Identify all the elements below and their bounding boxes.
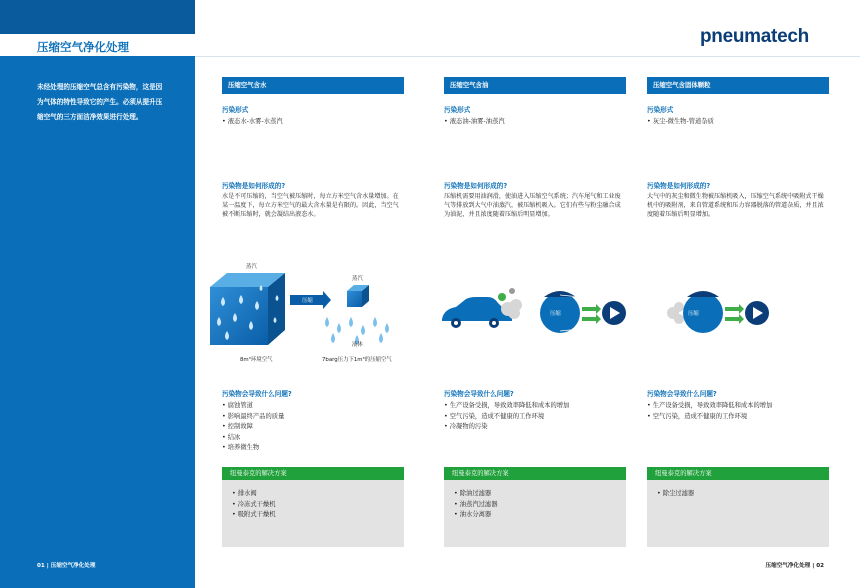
sidebar-top-band — [0, 0, 195, 34]
cause-title: 污染物是如何形成的? — [444, 181, 508, 190]
green-gear-icon — [498, 293, 506, 301]
liquid-label: 液体 — [352, 342, 363, 348]
problem-title: 污染物会导致什么问题? — [647, 390, 717, 398]
solution-box-particles — [647, 467, 829, 547]
problem-title: 污染物会导致什么问题? — [444, 390, 514, 398]
steam-label-2: 蒸汽 — [352, 276, 363, 282]
compressor-label-3: 压缩 — [688, 311, 699, 317]
column-header: 压缩空气含水 — [222, 77, 404, 94]
intro-text: 未经处理的压缩空气总含有污染物，这是因为气体的特性导致它的产生。必须从提升压缩空气的三方面洁净效果进行处理。 — [37, 83, 163, 121]
outlet-filter-icon — [602, 301, 626, 325]
column-header: 压缩空气含油 — [444, 77, 626, 94]
solution-item: • 除油过滤器 — [454, 489, 626, 500]
column-particles — [647, 77, 829, 220]
pneumatech-logo: pneumatech — [700, 26, 809, 47]
page-title: 压缩空气净化处理 — [37, 40, 129, 54]
steam-label-1: 蒸汽 — [246, 264, 257, 270]
problem-item: • 结冰 — [222, 433, 404, 444]
cube-caption-2: 7barg压力下1m³的压缩空气 — [322, 357, 392, 363]
grey-gear-icon — [509, 288, 515, 294]
form-item: • 灰尘-微生物-管道杂质 — [647, 117, 829, 128]
solution-header: 纽曼泰克的解决方案 — [444, 467, 626, 480]
problem-item: • 影响最终产品的质量 — [222, 412, 404, 423]
problem-item: • 空气污染，造成不健康的工作环境 — [647, 412, 829, 423]
form-title: 污染形式 — [444, 106, 471, 114]
footer-left: 01 | 压缩空气净化处理 — [37, 563, 96, 569]
column-oil — [444, 77, 626, 220]
problem-item: • 控制故障 — [222, 422, 404, 433]
solution-item: • 吸附式干燥机 — [232, 510, 404, 521]
problem-item: • 生产设备受损，导致效率降低和成本的增加 — [647, 401, 829, 412]
form-item: • 液态水-水雾-水蒸汽 — [222, 117, 404, 128]
cause-text: 压缩机需要用油润滑，使油进入压缩空气系统；汽车尾气和工业废气等排放到大气中油蒸汽，被压缩机吸入。它们有些与粉尘融合成为油泥，并且浓度随着压缩后明显增加。 — [444, 192, 621, 219]
cube-caption-1: 8m³环境空气 — [240, 357, 273, 363]
flow-arrows — [725, 304, 744, 324]
problem-item: • 冷凝物的污染 — [444, 422, 626, 433]
large-cube-front — [210, 287, 268, 345]
solution-header: 纽曼泰克的解决方案 — [647, 467, 829, 480]
problem-item: • 腐蚀管道 — [222, 401, 404, 412]
cause-title: 污染物是如何形成的? — [647, 181, 711, 190]
form-item: • 液态油-油雾-油蒸汽 — [444, 117, 626, 128]
form-title: 污染形式 — [647, 106, 674, 114]
solution-box-oil — [444, 467, 626, 547]
column-oil-problems — [444, 388, 626, 433]
problem-title: 污染物会导致什么问题? — [222, 390, 292, 398]
dust-cloud-icon — [667, 302, 684, 324]
column-water — [222, 77, 404, 220]
solution-item: • 冷冻式干燥机 — [232, 500, 404, 511]
solution-item: • 除尘过滤器 — [657, 489, 829, 500]
column-header: 压缩空气含固体颗粒 — [647, 77, 829, 94]
water-compression-illustration — [205, 265, 405, 365]
problem-item: • 生产设备受损，导致效率降低和成本的增加 — [444, 401, 626, 412]
footer-right: 压缩空气净化处理 | 02 — [765, 563, 824, 569]
solution-box-water — [222, 467, 404, 547]
form-title: 污染形式 — [222, 106, 249, 114]
problem-item: • 培养微生物 — [222, 443, 404, 454]
solution-item: • 油蒸汽过滤器 — [454, 500, 626, 511]
compressor-label-2: 压缩 — [550, 311, 561, 317]
solution-item: • 排水阀 — [232, 489, 404, 500]
outlet-filter-icon — [745, 301, 769, 325]
compress-label: 压缩 — [302, 298, 313, 304]
cause-title: 污染物是如何形成的? — [222, 181, 286, 190]
solution-header: 纽曼泰克的解决方案 — [222, 467, 404, 480]
flow-arrows — [582, 304, 601, 324]
column-water-problems — [222, 388, 404, 454]
column-particles-problems — [647, 388, 829, 422]
small-cube-front — [347, 291, 362, 307]
problem-item: • 空气污染，造成不健康的工作环境 — [444, 412, 626, 423]
solution-item: • 油水分离器 — [454, 510, 626, 521]
car-icon — [442, 297, 512, 328]
oil-intake-illustration — [440, 283, 630, 347]
cause-text: 水是不可压缩的，当空气被压缩时，每立方米空气含水量增加。在某一温度下，每立方米空气的最大含水量是有限的。因此，当空气被不断压缩时，就会凝结出液态水。 — [222, 192, 399, 219]
cause-text: 大气中的灰尘和微生物被压缩机吸入，压缩空气系统中吸附式干燥机中的吸附剂，来自管道系统和压力容器脱落的管道杂质，并且浓度随着压缩后明显增加。 — [647, 192, 824, 219]
title-divider — [195, 56, 860, 57]
